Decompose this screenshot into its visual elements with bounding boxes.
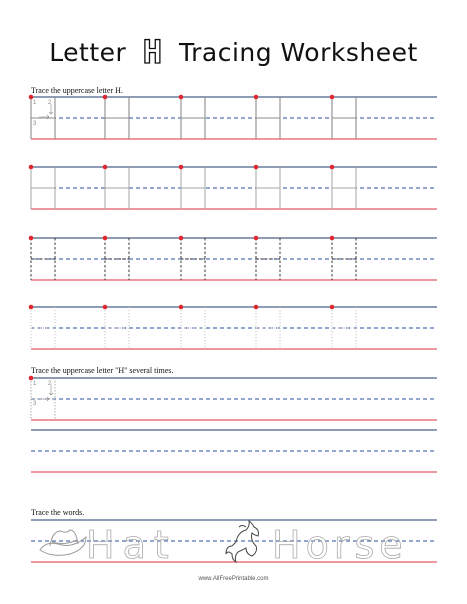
tracing-letter-h — [179, 165, 205, 209]
stroke-number-2: 2 — [48, 100, 52, 106]
tracing-letter-h — [103, 165, 129, 209]
tracing-letter-h — [330, 305, 356, 349]
instruction-trace-letter: Trace the uppercase letter H. — [31, 86, 123, 95]
tracing-letter-h — [103, 95, 129, 139]
start-dot — [254, 165, 259, 170]
tracing-letter-h — [29, 165, 55, 209]
start-dot — [29, 95, 34, 100]
tracing-letter-h — [179, 236, 205, 280]
stroke-guide-row1 — [33, 100, 53, 127]
start-dot — [103, 305, 108, 310]
tracing-letter-h — [254, 305, 280, 349]
trace-word-hat: Hat — [86, 523, 177, 567]
start-dot — [29, 376, 34, 381]
start-dot — [254, 236, 259, 241]
stroke-number-2: 2 — [48, 381, 52, 387]
start-dot — [179, 95, 184, 100]
title-suffix: Tracing Worksheet — [179, 38, 418, 67]
title-prefix: Letter — [49, 38, 127, 67]
start-dot — [254, 95, 259, 100]
tracing-letter-h — [29, 305, 55, 349]
tracing-letter-h — [179, 95, 205, 139]
instruction-trace-words: Trace the words. — [31, 508, 85, 517]
tracing-letter-h — [330, 236, 356, 280]
start-dot — [179, 165, 184, 170]
start-dot — [29, 165, 34, 170]
title-letter: H — [142, 33, 163, 71]
stroke-number-1: 1 — [33, 100, 37, 106]
start-dot — [179, 305, 184, 310]
tracing-letter-h — [330, 165, 356, 209]
tracing-letter-h — [179, 305, 205, 349]
start-dot — [29, 236, 34, 241]
start-dot — [103, 165, 108, 170]
start-dot — [103, 95, 108, 100]
stroke-number-3: 3 — [33, 401, 37, 407]
tracing-letter-h — [254, 95, 280, 139]
instruction-trace-several: Trace the uppercase letter "H" several times. — [31, 366, 174, 375]
tracing-letters — [29, 95, 356, 420]
cowboy-hat-icon — [40, 530, 86, 555]
trace-word-horse: Horse — [272, 523, 408, 567]
start-dot — [179, 236, 184, 241]
arrow-right-icon — [39, 397, 49, 401]
tracing-letter-h — [330, 95, 356, 139]
footer-credit: www.AllFreePrintable.com — [198, 576, 269, 582]
start-dot — [330, 305, 335, 310]
start-dot — [330, 95, 335, 100]
start-dot — [103, 236, 108, 241]
tracing-letter-h — [103, 236, 129, 280]
tracing-letter-h — [103, 305, 129, 349]
start-dot — [254, 305, 259, 310]
start-dot — [29, 305, 34, 310]
tracing-letter-h — [29, 236, 55, 280]
ruled-lines — [31, 97, 437, 562]
tracing-letter-h — [254, 236, 280, 280]
horse-icon — [226, 521, 259, 562]
start-dot — [330, 165, 335, 170]
stroke-number-1: 1 — [33, 381, 37, 387]
tracing-letter-h — [254, 165, 280, 209]
start-dot — [330, 236, 335, 241]
stroke-number-3: 3 — [33, 121, 37, 127]
stroke-guide-row5 — [33, 381, 53, 407]
